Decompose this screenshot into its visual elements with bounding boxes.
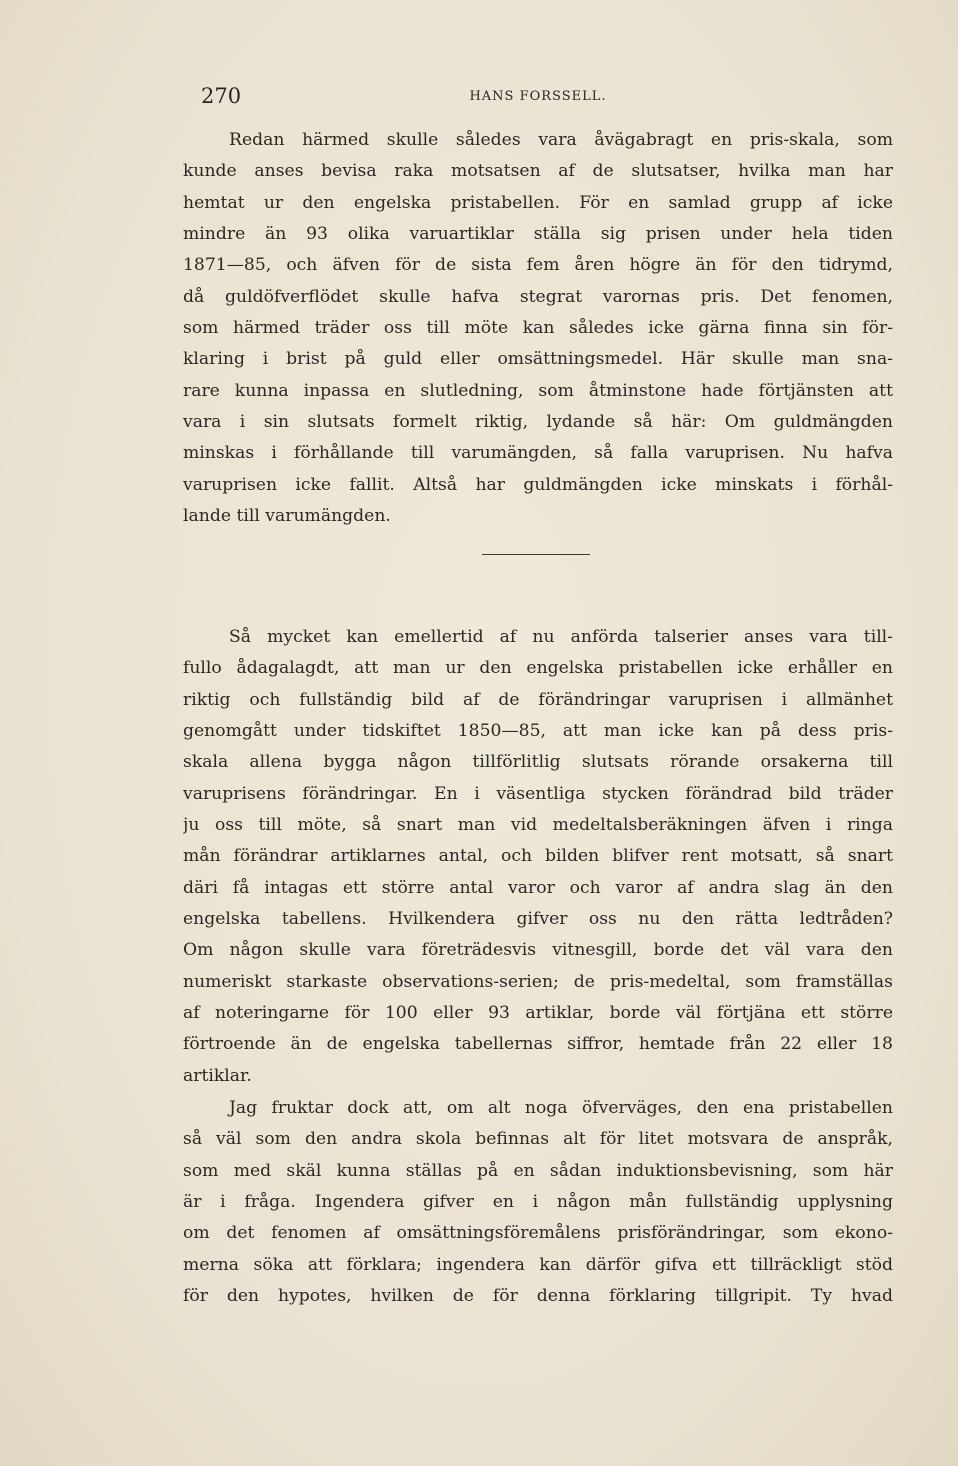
text-line: merna söka att förklara; ingendera kan därför gifva ett tillräckligt stöd	[183, 1254, 893, 1275]
text-line: kunde anses bevisa raka motsatsen af de slutsatser, hvilka man har	[183, 161, 893, 182]
text-line: hemtat ur den engelska pristabellen. För en samlad grupp af icke	[183, 192, 893, 213]
text-line: som härmed träder oss till möte kan således icke gärna finna sin för-	[183, 318, 893, 339]
text-line: klaring i brist på guld eller omsättningsmedel. Här skulle man sna-	[183, 349, 893, 370]
text-line: då guldöfverflödet skulle hafva stegrat varornas pris. Det fenomen,	[183, 286, 893, 307]
text-line: varuprisens förändringar. En i väsentliga stycken förändrad bild träder	[183, 783, 893, 804]
text-line: fullo ådagalagdt, att man ur den engelska pristabellen icke erhåller en	[183, 658, 893, 679]
text-line: varuprisen icke fallit. Altså har guldmängden icke minskats i förhål-	[183, 474, 893, 495]
paragraph-2	[183, 622, 893, 1092]
text-line: engelska tabellens. Hvilkendera gifver oss nu den rätta ledtråden?	[183, 909, 893, 930]
paragraph-1	[183, 125, 893, 532]
text-line: för den hypotes, hvilken de för denna förklaring tillgripit. Ty hvad	[183, 1286, 893, 1307]
page-number: 270	[201, 84, 242, 108]
text-line: numeriskt starkaste observations-serien; de pris-medeltal, som framställas	[183, 971, 893, 992]
text-line: mindre än 93 olika varuartiklar ställa sig prisen under hela tiden	[183, 224, 893, 245]
text-line: Så mycket kan emellertid af nu anförda talserier anses vara till-	[229, 627, 893, 647]
text-line: 1871—85, och äfven för de sista fem åren högre än för den tidrymd,	[183, 255, 893, 276]
text-line: minskas i förhållande till varumängden, så falla varuprisen. Nu hafva	[183, 443, 893, 464]
section-divider	[482, 554, 590, 555]
text-line: genomgått under tidskiftet 1850—85, att man icke kan på dess pris-	[183, 721, 893, 742]
text-line: riktig och fullständig bild af de förändringar varuprisen i allmänhet	[183, 689, 893, 710]
text-line: Om någon skulle vara företrädesvis vitnesgill, borde det väl vara den	[183, 940, 893, 961]
paragraph-3	[183, 1093, 893, 1312]
text-line: som med skäl kunna ställas på en sådan induktionsbevisning, som här	[183, 1160, 893, 1181]
text-line: så väl som den andra skola befinnas alt för litet motsvara de anspråk,	[183, 1129, 893, 1150]
text-line: skala allena bygga någon tillförlitlig slutsats rörande orsakerna till	[183, 752, 893, 773]
text-line: lande till varumängden.	[183, 506, 391, 527]
text-line: artiklar.	[183, 1065, 252, 1086]
text-line: förtroende än de engelska tabellernas siffror, hemtade från 22 eller 18	[183, 1034, 893, 1055]
text-line: rare kunna inpassa en slutledning, som åtminstone hade förtjänsten att	[183, 380, 893, 401]
text-line: ju oss till möte, så snart man vid medeltalsberäkningen äfven i ringa	[183, 815, 893, 836]
page-header	[183, 84, 893, 114]
text-line: vara i sin slutsats formelt riktig, lydande så här: Om guldmängden	[183, 412, 893, 433]
text-line: Jag fruktar dock att, om alt noga öfverväges, den ena pristabellen	[229, 1098, 893, 1118]
text-line: är i fråga. Ingendera gifver en i någon mån fullständig upplysning	[183, 1192, 893, 1213]
text-line: om det fenomen af omsättningsföremålens prisförändringar, som ekono-	[183, 1223, 893, 1244]
text-line: däri få intagas ett större antal varor och varor af andra slag än den	[183, 877, 893, 898]
text-line: mån förändrar artiklarnes antal, och bilden blifver rent motsatt, så snart	[183, 846, 893, 867]
text-line: Redan härmed skulle således vara åvägabragt en pris-skala, som	[229, 130, 893, 150]
text-line: af noteringarne för 100 eller 93 artiklar, borde väl förtjäna ett större	[183, 1003, 893, 1024]
running-head: HANS FORSSELL.	[469, 89, 607, 104]
